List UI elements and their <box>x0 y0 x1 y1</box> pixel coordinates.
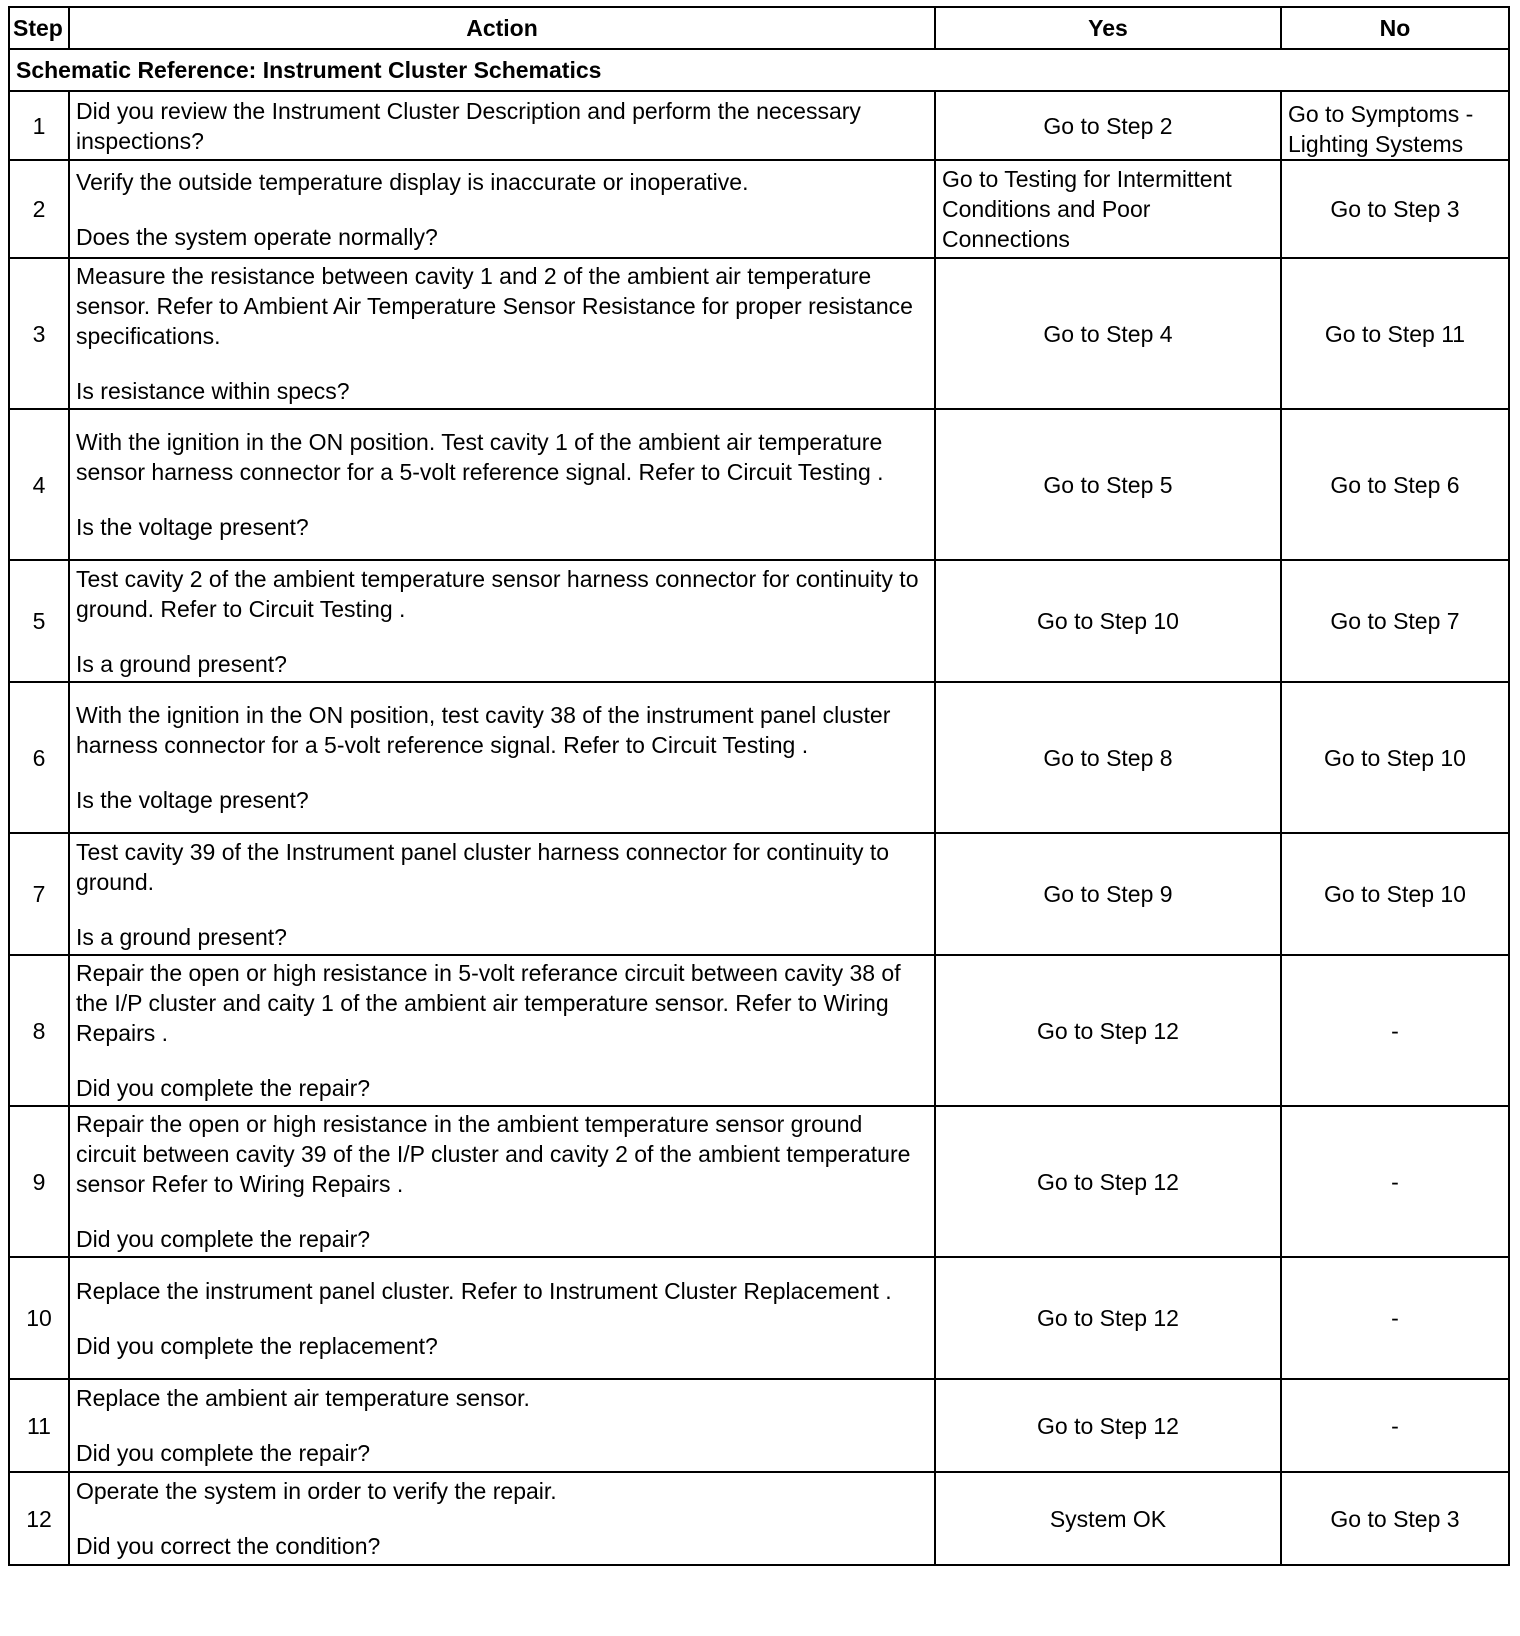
schematic-reference: Schematic Reference: Instrument Cluster Schematics <box>9 49 1509 91</box>
action-cell <box>69 258 935 409</box>
no-cell: Go to Symptoms - Lighting Systems <box>1281 91 1509 160</box>
yes-cell: Go to Step 10 <box>935 560 1281 682</box>
table-row <box>9 160 1509 258</box>
yes-cell: Go to Testing for Intermittent Conditions and Poor Connections <box>935 160 1281 258</box>
step-number: 10 <box>9 1257 69 1379</box>
action-instruction: Operate the system in order to verify the repair. <box>76 1478 557 1504</box>
no-cell: - <box>1281 955 1509 1106</box>
no-cell: Go to Step 3 <box>1281 160 1509 258</box>
action-question: Is a ground present? <box>76 923 287 950</box>
action-question: Does the system operate normally? <box>76 223 438 250</box>
action-instruction: Test cavity 39 of the Instrument panel cluster harness connector for continuity to ground. <box>76 838 890 895</box>
step-number: 3 <box>9 258 69 409</box>
table-row <box>9 682 1509 833</box>
action-cell <box>69 560 935 682</box>
table-row <box>9 1257 1509 1379</box>
action-instruction: With the ignition in the ON position, test cavity 38 of the instrument panel cluster harness connector for a 5-volt reference signal. Refer to Circuit Testing . <box>76 702 891 758</box>
table-row <box>9 258 1509 409</box>
action-question: Is a ground present? <box>76 650 287 677</box>
no-cell: - <box>1281 1257 1509 1379</box>
action-instruction: Replace the ambient air temperature sensor. <box>76 1385 530 1411</box>
action-instruction: Test cavity 2 of the ambient temperature sensor harness connector for continuity to ground. Refer to Circuit Testing . <box>76 565 919 622</box>
table-row <box>9 1379 1509 1472</box>
action-question: Did you complete the replacement? <box>76 1332 438 1359</box>
action-cell <box>69 955 935 1106</box>
step-number: 11 <box>9 1379 69 1472</box>
step-number: 9 <box>9 1106 69 1257</box>
yes-cell: Go to Step 12 <box>935 1106 1281 1257</box>
action-cell <box>69 91 935 160</box>
yes-cell: Go to Step 12 <box>935 1379 1281 1472</box>
no-cell: - <box>1281 1106 1509 1257</box>
header-no: No <box>1281 7 1509 49</box>
yes-cell: Go to Step 9 <box>935 833 1281 955</box>
action-question: Did you correct the condition? <box>76 1533 381 1559</box>
step-number: 12 <box>9 1472 69 1565</box>
action-instruction: Verify the outside temperature display is inaccurate or inoperative. <box>76 168 749 195</box>
action-cell <box>69 1106 935 1257</box>
table-row <box>9 560 1509 682</box>
step-number: 5 <box>9 560 69 682</box>
action-cell <box>69 833 935 955</box>
action-cell <box>69 1379 935 1472</box>
action-question: Is resistance within specs? <box>76 378 350 404</box>
step-number: 8 <box>9 955 69 1106</box>
table-row <box>9 1472 1509 1565</box>
action-cell <box>69 409 935 560</box>
header-action: Action <box>69 7 935 49</box>
step-number: 6 <box>9 682 69 833</box>
action-instruction: Repair the open or high resistance in the ambient temperature sensor ground circuit between cavity 39 of the I/P cluster and cavity 2 of the ambient temperature sensor Refer to Wiring Repairs . <box>76 1111 911 1197</box>
action-cell <box>69 682 935 833</box>
table-row <box>9 91 1509 160</box>
action-question: Did you complete the repair? <box>76 1440 371 1466</box>
header-row <box>9 7 1509 49</box>
yes-cell: Go to Step 2 <box>935 91 1281 160</box>
diagnostic-table <box>8 6 1510 1566</box>
action-question: Did you complete the repair? <box>76 1075 371 1101</box>
no-cell: - <box>1281 1379 1509 1472</box>
action-question: Did you complete the repair? <box>76 1226 371 1252</box>
table-row <box>9 409 1509 560</box>
action-instruction: With the ignition in the ON position. Test cavity 1 of the ambient air temperature sensor harness connector for a 5-volt reference signal. Refer to Circuit Testing . <box>76 429 884 485</box>
step-number: 1 <box>9 91 69 160</box>
no-cell: Go to Step 3 <box>1281 1472 1509 1565</box>
action-instruction: Replace the instrument panel cluster. Refer to Instrument Cluster Replacement . <box>76 1277 892 1304</box>
no-cell: Go to Step 11 <box>1281 258 1509 409</box>
header-step: Step <box>9 7 69 49</box>
no-cell: Go to Step 10 <box>1281 682 1509 833</box>
action-question: Is the voltage present? <box>76 787 309 813</box>
header-yes: Yes <box>935 7 1281 49</box>
action-instruction: Did you review the Instrument Cluster Description and perform the necessary inspections? <box>76 97 861 154</box>
step-number: 2 <box>9 160 69 258</box>
table-row <box>9 833 1509 955</box>
no-cell: Go to Step 10 <box>1281 833 1509 955</box>
action-cell <box>69 1472 935 1565</box>
action-instruction: Repair the open or high resistance in 5-volt referance circuit between cavity 38 of the I/P cluster and caity 1 of the ambient air temperature sensor. Refer to Wiring Repairs . <box>76 960 901 1046</box>
no-cell: Go to Step 7 <box>1281 560 1509 682</box>
action-instruction: Measure the resistance between cavity 1 and 2 of the ambient air temperature sensor. Refer to Ambient Air Temperature Sensor Resistance for proper resistance specifications. <box>76 263 913 349</box>
yes-cell: Go to Step 12 <box>935 955 1281 1106</box>
step-number: 4 <box>9 409 69 560</box>
no-cell: Go to Step 6 <box>1281 409 1509 560</box>
yes-cell: Go to Step 8 <box>935 682 1281 833</box>
table-row <box>9 1106 1509 1257</box>
action-cell <box>69 160 935 258</box>
yes-cell: Go to Step 4 <box>935 258 1281 409</box>
schematic-reference-row <box>9 49 1509 91</box>
yes-cell: Go to Step 12 <box>935 1257 1281 1379</box>
yes-cell: System OK <box>935 1472 1281 1565</box>
action-question: Is the voltage present? <box>76 514 309 540</box>
action-cell <box>69 1257 935 1379</box>
table-row <box>9 955 1509 1106</box>
yes-cell: Go to Step 5 <box>935 409 1281 560</box>
step-number: 7 <box>9 833 69 955</box>
